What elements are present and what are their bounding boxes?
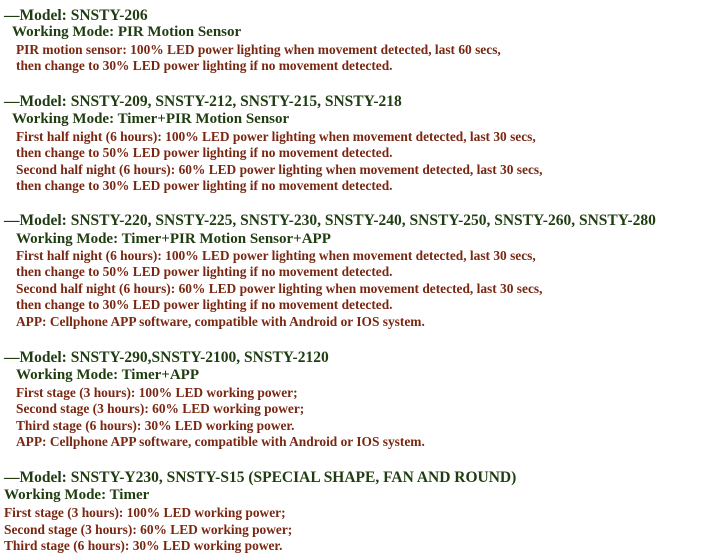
model-heading: —Model: SNSTY-220, SNSTY-225, SNSTY-230, SNSTY-240, SNSTY-250, SNSTY-260, SNSTY-280 [4, 212, 656, 229]
description-line: PIR motion sensor: 100% LED power lighting when movement detected, last 60 secs, [16, 42, 501, 57]
description-line: then change to 30% LED power lighting if no movement detected. [16, 297, 393, 312]
working-mode: Working Mode: PIR Motion Sensor [12, 24, 242, 40]
description-line: Second stage (3 hours): 60% LED working power; [16, 401, 305, 416]
working-mode: Working Mode: Timer+PIR Motion Sensor+APP [16, 231, 331, 247]
model-heading: —Model: SNSTY-Y230, SNSTY-S15 (SPECIAL SHAPE, FAN AND ROUND) [4, 469, 517, 486]
description-line: then change to 30% LED power lighting if no movement detected. [16, 58, 393, 73]
description-line: Second stage (3 hours): 60% LED working power; [4, 522, 293, 537]
description-line: Third stage (6 hours): 30% LED working power. [16, 418, 295, 433]
working-mode: Working Mode: Timer [4, 487, 150, 503]
description-line: APP: Cellphone APP software, compatible with Android or IOS system. [16, 434, 425, 449]
description-line: Second half night (6 hours): 60% LED power lighting when movement detected, last 30 secs, [16, 162, 543, 177]
description-line: First stage (3 hours): 100% LED working power; [4, 505, 286, 520]
description-line: First stage (3 hours): 100% LED working power; [16, 385, 298, 400]
model-heading: —Model: SNSTY-206 [4, 7, 148, 24]
description-line: then change to 30% LED power lighting if no movement detected. [16, 178, 393, 193]
description-line: APP: Cellphone APP software, compatible with Android or IOS system. [16, 314, 425, 329]
description-line: Second half night (6 hours): 60% LED power lighting when movement detected, last 30 secs, [16, 281, 543, 296]
description-line: then change to 50% LED power lighting if no movement detected. [16, 264, 393, 279]
description-line: First half night (6 hours): 100% LED power lighting when movement detected, last 30 secs, [16, 129, 536, 144]
working-mode: Working Mode: Timer+PIR Motion Sensor [12, 111, 290, 127]
working-mode: Working Mode: Timer+APP [16, 367, 199, 383]
model-heading: —Model: SNSTY-209, SNSTY-212, SNSTY-215, SNSTY-218 [4, 93, 402, 110]
description-line: First half night (6 hours): 100% LED power lighting when movement detected, last 30 secs, [16, 248, 536, 263]
description-line: Third stage (6 hours): 30% LED working power. [4, 538, 283, 553]
description-line: then change to 50% LED power lighting if no movement detected. [16, 145, 393, 160]
model-heading: —Model: SNSTY-290,SNSTY-2100, SNSTY-2120 [4, 349, 329, 366]
